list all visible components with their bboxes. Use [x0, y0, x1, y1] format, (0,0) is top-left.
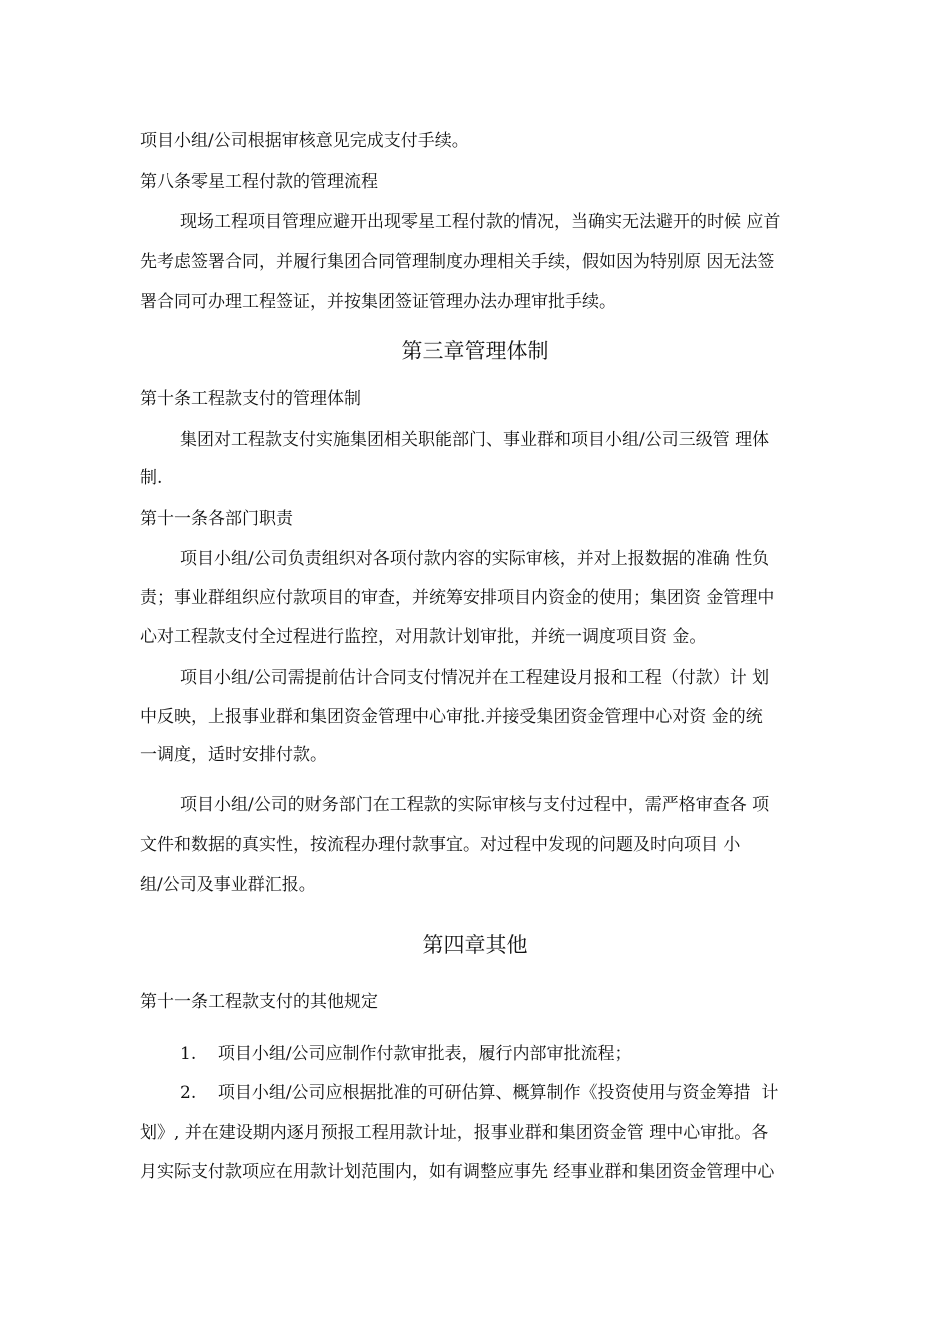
paragraph-line: 项目小组/公司的财务部门在工程款的实际审核与支付过程中，需严格审查各 项 [180, 795, 770, 815]
article-heading-11-other: 第十一条工程款支付的其他规定 [140, 992, 378, 1012]
paragraph-line: 集团对工程款支付实施集团相关职能部门、事业群和项目小组/公司三级管 理体 [180, 430, 770, 450]
paragraph-line: 中反映，上报事业群和集团资金管理中心审批.并接受集团资金管理中心对资 金的统 [140, 707, 763, 727]
paragraph-line: 现场工程项目管理应避开出现零星工程付款的情况，当确实无法避开的时候 应首 [180, 212, 781, 232]
paragraph-line: 制. [140, 468, 163, 488]
paragraph-line: 划》, 并在建设期内逐月预报工程用款计址，报事业群和集团资金管 理中心审批。各 [140, 1123, 769, 1143]
paragraph-line: 先考虑签署合同，并履行集团合同管理制度办理相关手续，假如因为特别原 因无法签 [140, 252, 775, 272]
list-item-2: 2. 项目小组/公司应根据批准的可研估算、概算制作《投资使用与资金筹措 计 [180, 1083, 779, 1103]
paragraph-line: 署合同可办理工程签证，并按集团签证管理办法办理审批手续。 [140, 292, 616, 312]
paragraph-line: 心对工程款支付全过程进行监控，对用款计划审批，并统一调度项目资 金。 [140, 627, 707, 647]
article-heading-8: 第八条零星工程付款的管理流程 [140, 172, 378, 192]
paragraph-line: 文件和数据的真实性，按流程办理付款事宜。对过程中发现的问题及时向项目 小 [140, 835, 741, 855]
paragraph-line: 月实际支付款项应在用款计划范围内，如有调整应事先 经事业群和集团资金管理中心 [140, 1162, 775, 1182]
paragraph-line: 责；事业群组织应付款项目的审查，并统筹安排项目内资金的使用；集团资 金管理中 [140, 588, 775, 608]
paragraph-line: 项目小组/公司根据审核意见完成支付手续。 [140, 131, 469, 151]
article-heading-10: 第十条工程款支付的管理体制 [140, 389, 361, 409]
article-heading-11: 第十一条各部门职责 [140, 509, 293, 529]
list-item-1: 1. 项目小组/公司应制作付款审批表，履行内部审批流程； [180, 1044, 632, 1064]
chapter-heading-3: 第三章管理体制 [401, 339, 549, 363]
chapter-heading-4: 第四章其他 [422, 933, 528, 957]
paragraph-line: 组/公司及事业群汇报。 [140, 875, 316, 895]
paragraph-line: 项目小组/公司需提前估计合同支付情况并在工程建设月报和工程（付款）计 划 [180, 668, 770, 688]
paragraph-line: 一调度，适时安排付款。 [140, 745, 327, 765]
paragraph-line: 项目小组/公司负责组织对各项付款内容的实际审核，并对上报数据的准确 性负 [180, 549, 770, 569]
